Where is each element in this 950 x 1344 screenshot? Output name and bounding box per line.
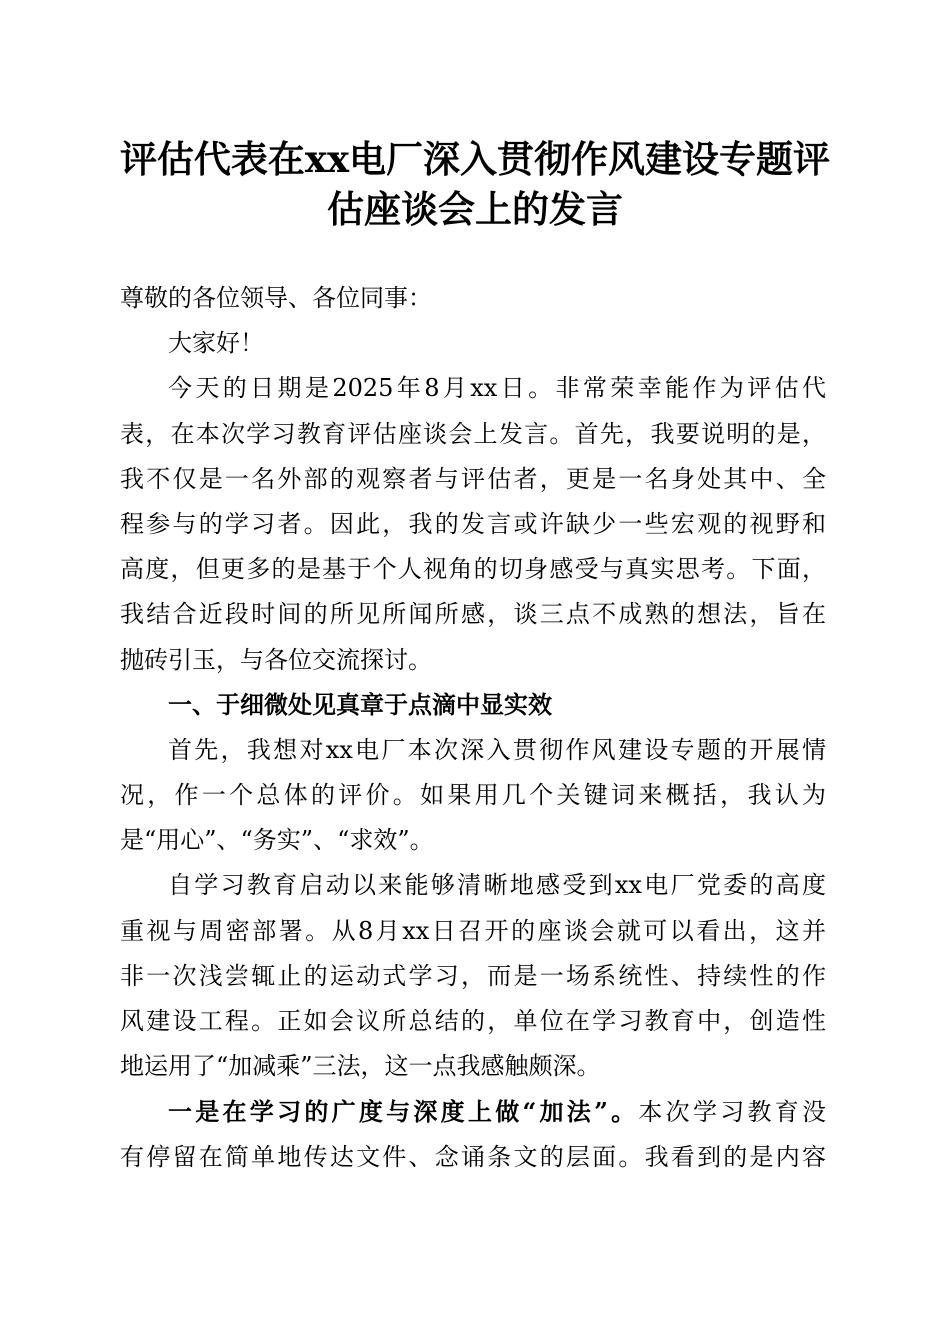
paragraph-line: 重视与周密部署。从8月xx日召开的座谈会就可以看出，这并 [120, 916, 826, 945]
document-body [120, 276, 826, 1180]
paragraph-line: 地运用了“加减乘”三法，这一点我感触颇深。 [120, 1052, 601, 1081]
paragraph-line: 风建设工程。正如会议所总结的，单位在学习教育中，创造性 [120, 1007, 826, 1035]
paragraph-deployment [120, 863, 826, 1089]
paragraph-line: 我不仅是一名外部的观察者与评估者，更是一名身处其中、全 [120, 464, 826, 493]
paragraph-line: 高度，但更多的是基于个人视角的切身感受与真实思考。下面， [120, 555, 826, 584]
paragraph-lead: 一是在学习的广度与深度上做“加法”。 [168, 1097, 639, 1127]
title-line-2: 估座谈会上的发言 [327, 187, 623, 231]
paragraph-line: 今天的日期是2025年8月xx日。非常荣幸能作为评估代 [168, 374, 826, 403]
paragraph-line: 表，在本次学习教育评估座谈会上发言。首先，我要说明的是， [120, 419, 826, 448]
paragraph-line-rest: 本次学习教育没 [638, 1098, 826, 1127]
paragraph-line: 程参与的学习者。因此，我的发言或许缺少一些宏观的视野和 [120, 509, 826, 538]
paragraph-addition [120, 1089, 826, 1179]
paragraph-line: 抛砖引玉，与各位交流探讨。 [120, 645, 432, 674]
paragraph-line: 有停留在简单地传达文件、念诵条文的层面。我看到的是内容 [120, 1142, 826, 1171]
paragraph-line: 非一次浅尝辄止的运动式学习，而是一场系统性、持续性的作 [120, 961, 826, 990]
paragraph-line: 我结合近段时间的所见所闻所感，谈三点不成熟的想法，旨在 [120, 600, 826, 629]
paragraph-line: 自学习教育启动以来能够清晰地感受到xx电厂党委的高度 [168, 871, 826, 900]
paragraph-evaluation [120, 728, 826, 864]
section-heading-1: 一、于细微处见真章于点滴中显实效 [168, 690, 552, 719]
paragraph-line [120, 1089, 826, 1134]
paragraph-line: 首先，我想对xx电厂本次深入贯彻作风建设专题的开展情 [168, 735, 826, 764]
paragraph-intro [120, 366, 826, 682]
paragraph-line: 况，作一个总体的评价。如果用几个关键词来概括，我认为 [120, 781, 826, 810]
document-title [100, 134, 850, 234]
greeting: 大家好！ [168, 329, 264, 358]
salutation: 尊敬的各位领导、各位同事： [120, 284, 432, 312]
title-line-1: 评估代表在xx电厂深入贯彻作风建设专题评 [119, 137, 831, 181]
paragraph-line: 是“用心”、“务实”、“求效”。 [120, 826, 434, 855]
